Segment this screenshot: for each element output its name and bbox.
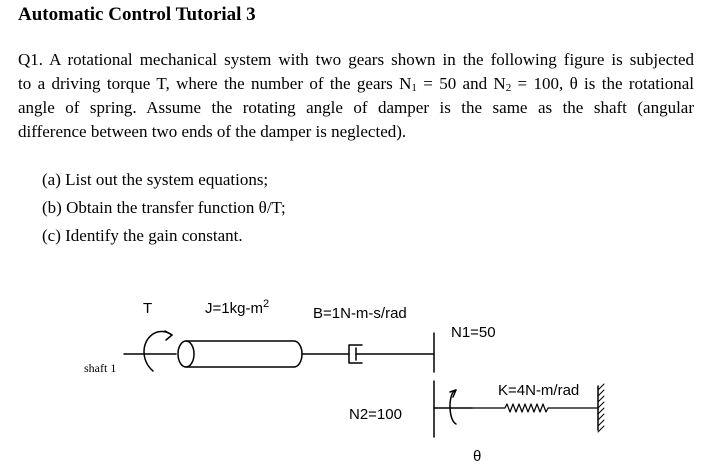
question-line-3: angle of spring. Assume the rotating angle of damper is the same as the shaft (angular <box>18 98 694 117</box>
gear-2-label: N2=100 <box>349 406 402 423</box>
torque-arrowhead <box>165 331 172 340</box>
part-b: (b) Obtain the transfer function θ/T; <box>42 198 286 217</box>
inertia-cylinder-end <box>178 341 194 367</box>
question-line-2-part-b: = 50 and N <box>416 74 506 93</box>
spring-label: K=4N-m/rad <box>498 382 580 399</box>
question-line-4: difference between two ends of the damper is neglected). <box>18 122 407 141</box>
theta-label: θ <box>473 448 482 465</box>
inertia-label-base: J=1kg-m <box>205 300 263 317</box>
question-line-2-part-c: = 100, θ is the rotational <box>511 74 694 93</box>
ground-hatching <box>598 384 604 432</box>
torque-arrow <box>144 331 172 371</box>
inertia-cylinder <box>186 341 302 367</box>
torque-label: T <box>143 300 153 317</box>
gear-1-label: N1=50 <box>451 324 496 341</box>
inertia-label-sup: 2 <box>262 298 270 310</box>
spring-zigzag <box>472 404 598 412</box>
question-line-1: Q1. A rotational mechanical system with two gears shown in the following figure is subjected <box>18 50 694 69</box>
gear-1-subscript: 1 <box>411 82 417 94</box>
question-line-2-part-a: to a driving torque T, where the number of the gears N <box>18 74 412 93</box>
damper-label: B=1N-m-s/rad <box>313 305 407 322</box>
gear-2-subscript: 2 <box>505 82 512 94</box>
shaft-1-label: shaft 1 <box>84 361 117 375</box>
part-a: (a) List out the system equations; <box>42 170 269 189</box>
page-title: Automatic Control Tutorial 3 <box>18 4 256 25</box>
part-c: (c) Identify the gain constant. <box>42 226 243 245</box>
inertia-label <box>205 298 269 317</box>
